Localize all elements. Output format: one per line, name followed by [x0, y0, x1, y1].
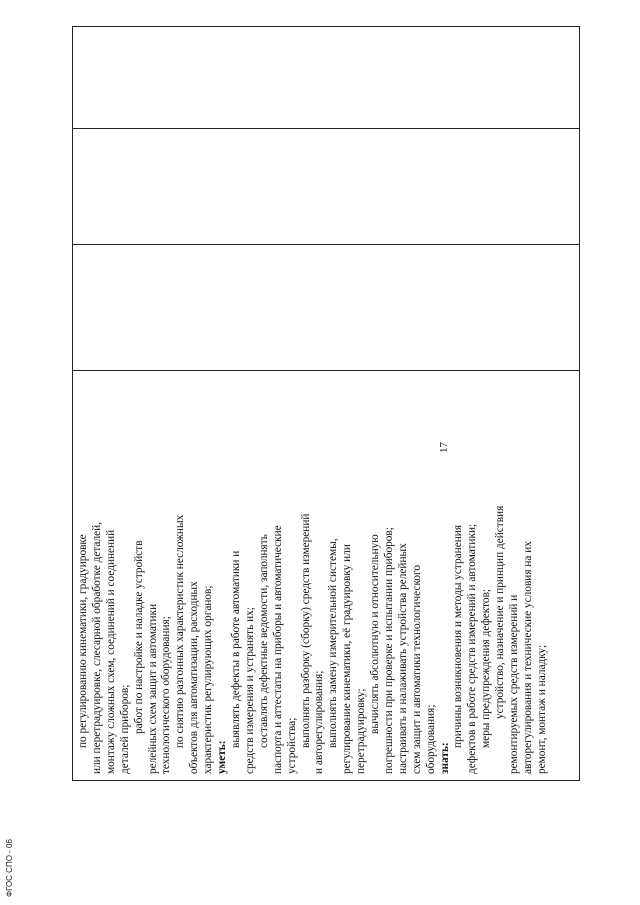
- text-line: перетрадуировку;: [355, 688, 368, 774]
- text-line: меры предупреждения дефектов;: [480, 588, 493, 748]
- text-line: ремонтируемых средств измерений и: [508, 594, 521, 774]
- text-line: деталей приборов;: [118, 684, 131, 774]
- text-line: работ по настройке и наладке устройств: [132, 540, 145, 734]
- empty-table-cell: [73, 244, 579, 370]
- empty-table-cell: [73, 128, 579, 244]
- text-line: технологического оборудования;: [160, 616, 173, 774]
- text-line: объектов для автоматизации, расходных: [188, 581, 201, 774]
- text-line: авторегулирования и технические условия на их: [522, 541, 534, 774]
- section-heading: уметь:: [216, 740, 229, 774]
- footer-code: ФГОС СПО - 06: [5, 839, 14, 897]
- text-line: паспорта и аттестаты на приборы и автоматические: [271, 525, 284, 774]
- empty-table-cell: [73, 25, 579, 128]
- text-line: устройства;: [285, 717, 298, 774]
- text-line: по снятию разгонных характеристик несложных: [174, 514, 187, 748]
- text-line: вычислять абсолютную и относительную: [369, 534, 382, 734]
- text-line: настраивать и налаживать устройства релейных: [396, 543, 409, 774]
- text-line: ремонт, монтаж и наладку;: [535, 644, 548, 774]
- text-line: и авторегулирования;: [313, 670, 326, 774]
- text-line: по регулированию кинематики, градуировке: [77, 534, 89, 748]
- text-line: устройство, назначение и принцип действия: [494, 505, 507, 719]
- text-line: составлять дефектные ведомости, заполнять: [257, 534, 270, 748]
- text-line: дефектов в работе средств измерений и автоматики;: [466, 523, 479, 774]
- text-line: выполнять замену измерительной системы,: [327, 538, 340, 748]
- competency-text-cell: [73, 370, 579, 780]
- text-line: монтажу сложных схем, соединений и соединений: [104, 529, 117, 774]
- text-line: характеристик регулирующих органов;: [202, 585, 215, 774]
- text-line: оборудования;: [424, 704, 437, 774]
- text-line: причины возникновения и методы устранения: [452, 524, 465, 748]
- page-number: 17: [438, 442, 450, 453]
- text-line: выявлять дефекты в работе автоматики и: [229, 550, 242, 748]
- section-heading: знать:: [438, 742, 451, 774]
- text-line: погрешности при проверке и испытании приборов;: [382, 527, 395, 774]
- text-line: регулирование кинематики, её градуировку или: [341, 544, 354, 774]
- text-line: релейных схем защит и автоматики: [146, 603, 159, 774]
- competency-table: [72, 26, 580, 781]
- text-line: средств измерения и устранять их;: [243, 607, 256, 774]
- text-line: выполнять разборку (сборку) средств измерений: [299, 513, 312, 748]
- text-line: или перетрадуировке, слесарной обработке деталей,: [90, 521, 103, 774]
- text-line: схем защит и автоматики технологического: [410, 564, 423, 774]
